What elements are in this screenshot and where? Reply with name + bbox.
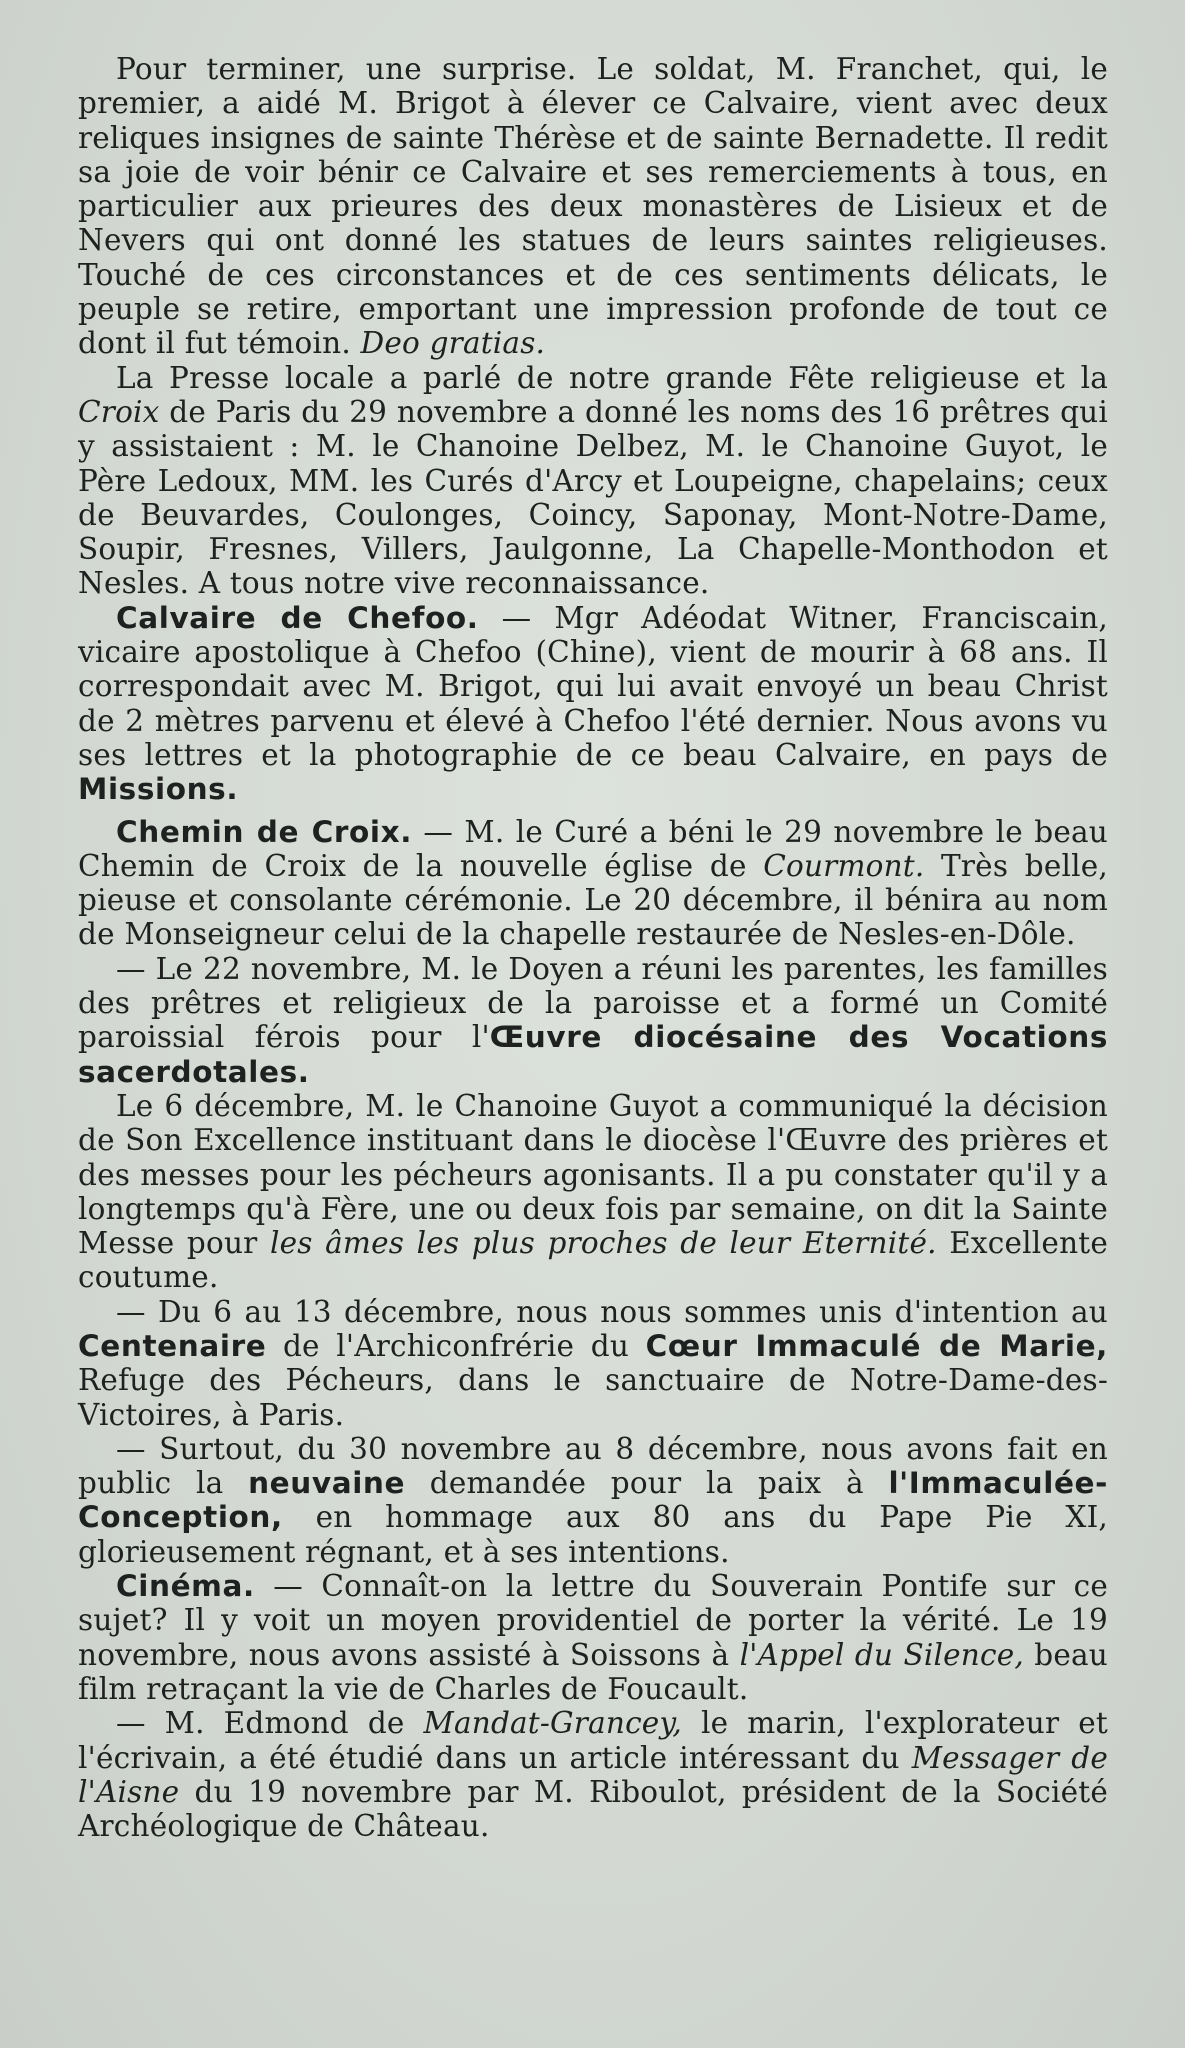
body-text: Refuge des Pécheurs, dans le sanctuaire de Notre-Dame-des-Victoires, à Paris. (78, 1363, 1108, 1432)
body-text: — Surtout, du 30 novembre au 8 décembre, nous avons fait en public la (78, 1431, 1108, 1501)
body-text: Le 6 décembre, M. le Chanoine Guyot a communiqué la décision de Son Excellence instituant dans le diocèse l'Œuvre des prières et des messes pour les pécheurs agonisants. Il a pu constater qu'il y a longtemps qu'à Fère, une ou deux fois par semaine, on dit la Sainte Messe pour (78, 1088, 1108, 1261)
body-text: — Du 6 au 13 décembre, nous nous sommes unis d'intention au (116, 1294, 1108, 1329)
paragraph-calvaire-chefoo (78, 601, 1108, 807)
article-body (78, 52, 1108, 1843)
body-text: — Connaît-on la lettre du Souverain Pontife sur ce sujet? Il y voit un moyen providentiel de porter la vérité. Le 19 novembre, nous avons assisté à Soissons à (78, 1569, 1108, 1672)
italic-text: l'Appel du Silence, (739, 1637, 1024, 1672)
paragraph-chemin-de-croix (78, 815, 1108, 952)
paragraph-pecheurs-agonisants (78, 1089, 1108, 1295)
body-text: beau film retraçant la vie de Charles de Foucault. (78, 1637, 1108, 1706)
bold-heading-text: Cinéma. (116, 1569, 255, 1604)
body-text: en hommage aux 80 ans du Pape Pie XI, glorieusement régnant, et à ses intentions. (78, 1500, 1108, 1569)
body-text: — M. Edmond de (116, 1706, 424, 1741)
paragraph-calvaire-surprise (78, 52, 1108, 361)
paragraph-mandat-grancey (78, 1706, 1108, 1843)
bold-heading-text: neuvaine (248, 1466, 406, 1501)
body-text: Très belle, pieuse et consolante cérémonie. Le 20 décembre, il bénira au nom de Monseigneur celui de la chapelle restaurée de Nesles-en-Dôle. (78, 848, 1108, 952)
paragraph-neuvaine (78, 1432, 1108, 1569)
body-text: — Le 22 novembre, M. le Doyen a réuni les parentes, les familles des prêtres et religieux de la paroisse et a formé un Comité paroissial férois pour l' (78, 951, 1108, 1055)
italic-text: les âmes les plus proches de leur Eternité. (269, 1226, 937, 1261)
italic-text: Mandat-Grancey, (423, 1706, 682, 1741)
italic-text: Croix (78, 394, 160, 429)
paragraph-cinema (78, 1569, 1108, 1706)
bold-heading-text: l'Immaculée-Conception, (78, 1466, 1108, 1535)
bold-heading-text: Calvaire de Chefoo. (116, 600, 479, 635)
paragraph-vocations (78, 952, 1108, 1089)
bold-heading-text: Chemin de Croix. (116, 814, 413, 849)
paragraph-centenaire (78, 1295, 1108, 1432)
body-text: Pour terminer, une surprise. Le soldat, M. Franchet, qui, le premier, a aidé M. Brigot à élever ce Calvaire, vient avec deux reliques insignes de sainte Thérèse et de sainte Bernadette. Il redit sa joie de voir bénir ce Calvaire et ses remerciements à tous, en particulier aux prieures des deux monastères de Lisieux et de Nevers qui ont donné les statues de leurs saintes religieuses. Touché de ces circonstances et de ces sentiments délicats, le peuple se retire, emportant une impression profonde de tout ce dont il fut témoin. (78, 52, 1108, 361)
body-text: Excellente coutume. (78, 1226, 1108, 1295)
bold-heading-text: Cœur Immaculé de Marie, (645, 1328, 1108, 1363)
body-text: demandée pour la paix à (405, 1466, 889, 1501)
italic-text: Courmont. (763, 848, 925, 883)
body-text: — Mgr Adéodat Witner, Franciscain, vicaire apostolique à Chefoo (Chine), vient de mourir à 68 ans. Il correspondait avec M. Brigot, qui lui avait envoyé un beau Christ de 2 mètres parvenu et élevé à Chefoo l'été dernier. Nous avons vu ses lettres et la photographie de ce beau Calvaire, en pays de (78, 600, 1108, 772)
body-text: du 19 novembre par M. Riboulot, président de la Société Archéologique de Château. (78, 1774, 1108, 1844)
italic-text: Messager de l'Aisne (78, 1740, 1108, 1809)
body-text: le marin, l'explorateur et l'écrivain, a été étudié dans un article intéressant du (78, 1706, 1108, 1775)
body-text: — M. le Curé a béni le 29 novembre le beau Chemin de Croix de la nouvelle église de (78, 814, 1108, 883)
bold-heading-text: Missions. (78, 772, 239, 807)
body-text: La Presse locale a parlé de notre grande Fête religieuse et la (116, 360, 1108, 395)
bold-heading-text: Œuvre diocésaine des Vocations sacerdotales. (78, 1020, 1108, 1089)
paragraph-presse-locale (78, 361, 1108, 601)
bold-heading-text: Centenaire (78, 1328, 267, 1363)
italic-text: Deo gratias. (360, 326, 546, 361)
body-text: de l'Archiconfrérie du (266, 1328, 646, 1363)
body-text: de Paris du 29 novembre a donné les noms des 16 prêtres qui y assistaient : M. le Chanoine Delbez, M. le Chanoine Guyot, le Père Ledoux, MM. les Curés d'Arcy et Loupeigne, chapelains; ceux de Beuvardes, Coulonges, Coincy, Saponay, Mont-Notre-Dame, Soupir, Fresnes, Villers, Jaulgonne, La Chapelle-Monthodon et Nesles. A tous notre vive reconnaissance. (78, 394, 1108, 601)
